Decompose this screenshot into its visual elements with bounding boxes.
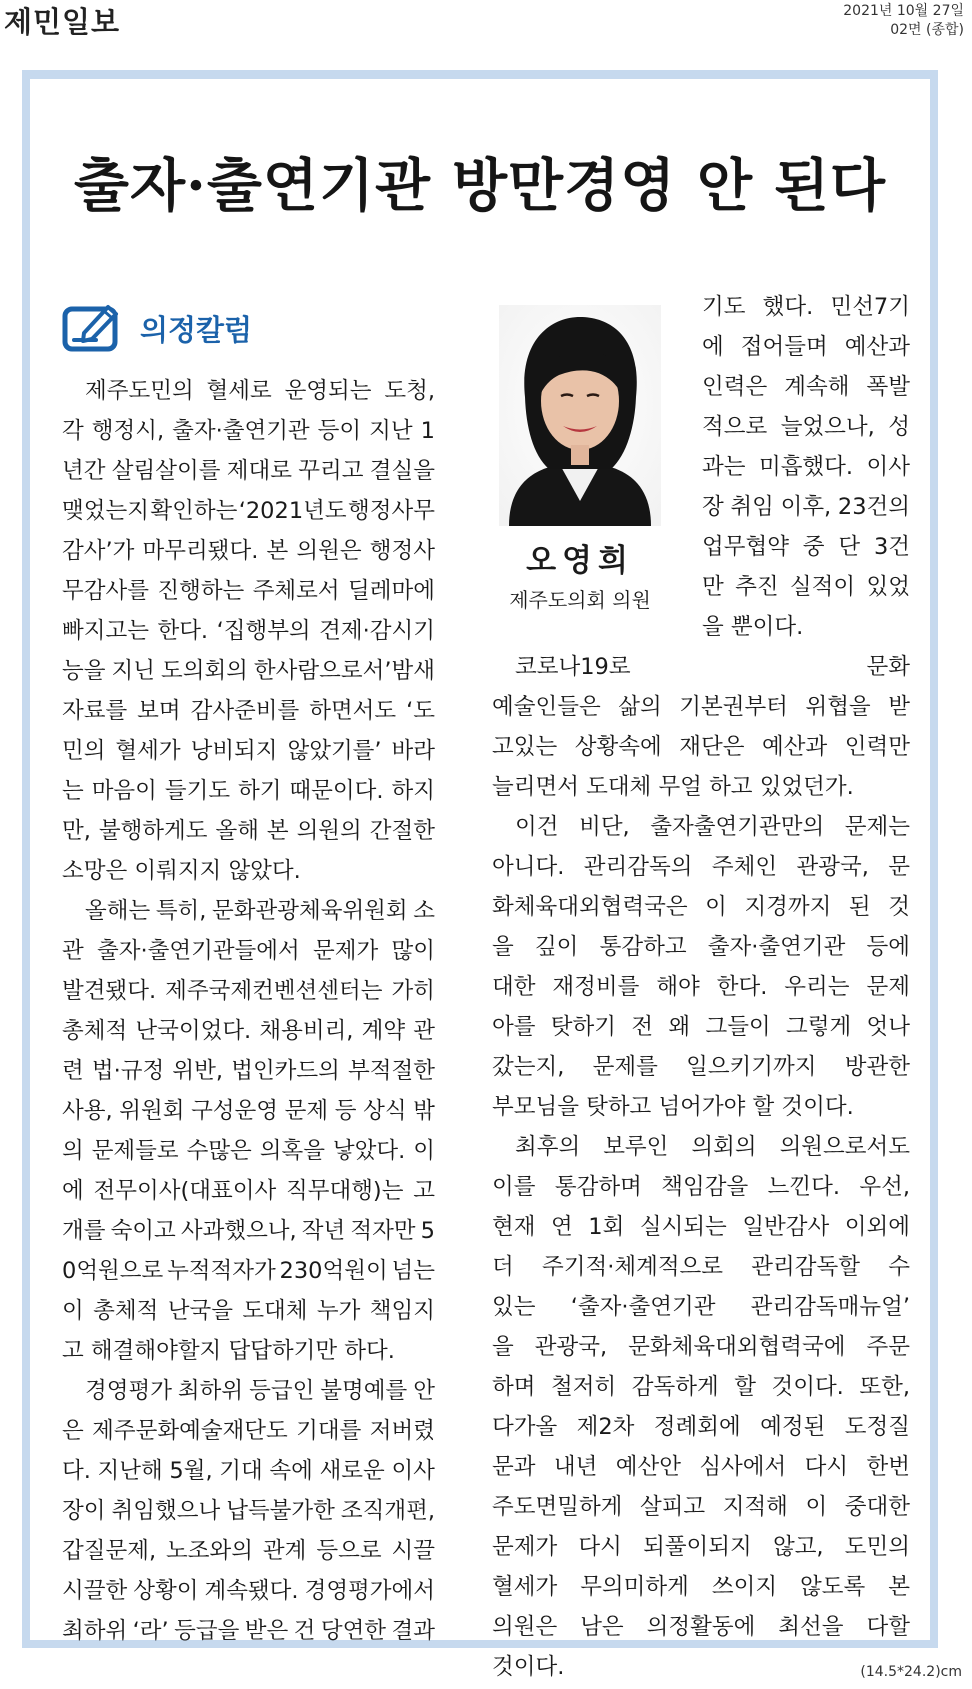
text-line: 의원은 남은 의정활동에 최선을 다할 — [492, 1614, 910, 1640]
author-role: 제주도의회 의원 — [509, 588, 651, 612]
text-line: 부모님을 탓하고 넘어가야 할 것이다. — [492, 1094, 854, 1120]
text-line: 최하위 ‘라’ 등급을 받은 건 당연한 결과 — [62, 1618, 435, 1644]
text-line: 장 취임 이후, 23건의 — [702, 494, 910, 520]
article-headline: 출자·출연기관 방만경영 안 된다 — [73, 152, 887, 219]
text-line: 대한 재정비를 해야 한다. 우리는 문제 — [492, 974, 910, 1000]
text-line: 하며 철저히 감독하게 할 것이다. 또한, — [492, 1374, 910, 1400]
text-line: 업무협약 중 단 3건 — [702, 534, 910, 560]
text-line: 빠지고는 한다. ‘집행부의 견제·감시기 — [62, 618, 435, 644]
text-line: 무감사를 진행하는 주체로서 딜레마에 — [62, 578, 435, 604]
page-section: 02면 (종합) — [890, 22, 964, 38]
text-line: 각 행정시, 출자·출연기관 등이 지난 1 — [62, 418, 435, 444]
text-line: 갔는지, 문제를 일으키기까지 방관한 — [492, 1054, 910, 1080]
text-line: 련 법·규정 위반, 법인카드의 부적절한 — [62, 1058, 435, 1084]
text-line: 올해는 특히, 문화관광체육위원회 소 — [85, 898, 435, 924]
text-line: 사용, 위원회 구성운영 문제 등 상식 밖 — [62, 1098, 435, 1124]
text-line: 0억원으로 누적적자가 230억원이 넘는 — [62, 1258, 435, 1284]
text-line: 만 추진 실적이 있었 — [702, 574, 910, 600]
section-label: 의정칼럼 — [140, 312, 253, 347]
text-line: 다. 지난해 5월, 기대 속에 새로운 이사 — [62, 1458, 435, 1484]
text-line: 늘리면서 도대체 무얼 하고 있었던가. — [492, 774, 854, 800]
text-line: 최후의 보루인 의회의 의원으로서도 — [515, 1134, 910, 1160]
text-line: 문제가 다시 되풀이되지 않고, 도민의 — [492, 1534, 910, 1560]
text-line: 이를 통감하며 책임감을 느낀다. 우선, — [492, 1174, 910, 1200]
text-line: 총체적 난국이었다. 채용비리, 계약 관 — [62, 1018, 435, 1044]
text-line: 발견됐다. 제주국제컨벤션센터는 가히 — [62, 978, 435, 1004]
text-line: 는 마음이 들기도 하기 때문이다. 하지 — [62, 778, 435, 804]
text-line: 제주도민의 혈세로 운영되는 도청, — [85, 378, 435, 404]
text-line: 고 해결해야할지 답답하기만 하다. — [62, 1338, 395, 1364]
author-name: 오영희 — [526, 543, 634, 579]
text-line: 아니다. 관리감독의 주체인 관광국, 문 — [492, 854, 910, 880]
left-column-text — [62, 371, 435, 1651]
right-top-column-text — [702, 287, 910, 647]
text-line: 장이 취임했으나 납득불가한 조직개편, — [62, 1498, 435, 1524]
text-line: 에 전무이사(대표이사 직무대행)는 고 — [62, 1178, 435, 1204]
author-photo — [499, 305, 661, 526]
text-line: 주도면밀하게 살피고 지적해 이 중대한 — [492, 1494, 910, 1520]
text-line: 년간 살림살이를 제대로 꾸리고 결실을 — [62, 458, 435, 484]
text-line: 감사’가 마무리됐다. 본 의원은 행정사 — [62, 538, 435, 564]
text-line: 갑질문제, 노조와의 관계 등으로 시끌 — [62, 1538, 435, 1564]
text-line: 인력은 계속해 폭발 — [702, 374, 910, 400]
publication-date: 2021년 10월 27일 — [843, 3, 964, 19]
text-line: 시끌한 상황이 계속됐다. 경영평가에서 — [62, 1578, 435, 1604]
text-line: 이 총체적 난국을 도대체 누가 책임지 — [62, 1298, 435, 1324]
text-line: 만, 불행하게도 올해 본 의원의 간절한 — [62, 818, 435, 844]
text-line: 기도 했다. 민선7기 — [702, 294, 910, 320]
text-line: 과는 미흡했다. 이사 — [702, 454, 910, 480]
text-line: 능을 지닌 도의회의 한사람으로서’밤새 — [62, 658, 435, 684]
column-section-header — [62, 302, 252, 354]
text-line: 은 제주문화예술재단도 기대를 저버렸 — [62, 1418, 435, 1444]
text-line: 현재 연 1회 실시되는 일반감사 이외에 — [492, 1214, 910, 1240]
pen-paper-icon — [62, 302, 124, 354]
text-line: 화체육대외협력국은 이 지경까지 된 것 — [492, 894, 910, 920]
text-line: 혈세가 무의미하게 쓰이지 않도록 본 — [492, 1574, 910, 1600]
text-line: 예술인들은 삶의 기본권부터 위협을 받 — [492, 694, 910, 720]
text-line: 경영평가 최하위 등급인 불명예를 안 — [85, 1378, 435, 1404]
text-line: 고있는 상황속에 재단은 예산과 인력만 — [492, 734, 910, 760]
text-line: 이건 비단, 출자출연기관만의 문제는 — [515, 814, 910, 840]
text-line: 에 접어들며 예산과 — [702, 334, 910, 360]
text-line: 코로나19로 문화 — [515, 654, 910, 680]
size-note: (14.5*24.2)cm — [860, 1664, 962, 1680]
text-line: 의 문제들로 수많은 의혹을 낳았다. 이 — [62, 1138, 435, 1164]
text-line: 자료를 보며 감사준비를 하면서도 ‘도 — [62, 698, 435, 724]
text-line: 더 주기적·체계적으로 관리감독할 수 — [492, 1254, 910, 1280]
text-line: 소망은 이뤄지지 않았다. — [62, 858, 301, 884]
text-line: 것이다. — [492, 1654, 565, 1680]
text-line: 다가올 제2차 정례회에 예정된 도정질 — [492, 1414, 910, 1440]
text-line: 있는 ‘출자·출연기관 관리감독매뉴얼’ — [492, 1294, 910, 1320]
newspaper-masthead: 제민일보 — [4, 5, 121, 39]
text-line: 맺었는지 확인하는 ‘2021년도 행정사무 — [62, 498, 435, 524]
right-column-text — [492, 647, 910, 1687]
text-line: 을 깊이 통감하고 출자·출연기관 등에 — [492, 934, 910, 960]
text-line: 관 출자·출연기관들에서 문제가 많이 — [62, 938, 435, 964]
dateline — [843, 2, 964, 40]
text-line: 민의 혈세가 낭비되지 않았기를’ 바라 — [62, 738, 435, 764]
text-line: 문과 내년 예산안 심사에서 다시 한번 — [492, 1454, 910, 1480]
text-line: 적으로 늘었으나, 성 — [702, 414, 910, 440]
text-line: 아를 탓하기 전 왜 그들이 그렇게 엇나 — [492, 1014, 910, 1040]
text-line: 개를 숙이고 사과했으나, 작년 적자만 5 — [62, 1218, 435, 1244]
text-line: 을 관광국, 문화체육대외협력국에 주문 — [492, 1334, 910, 1360]
text-line: 을 뿐이다. — [702, 614, 804, 640]
